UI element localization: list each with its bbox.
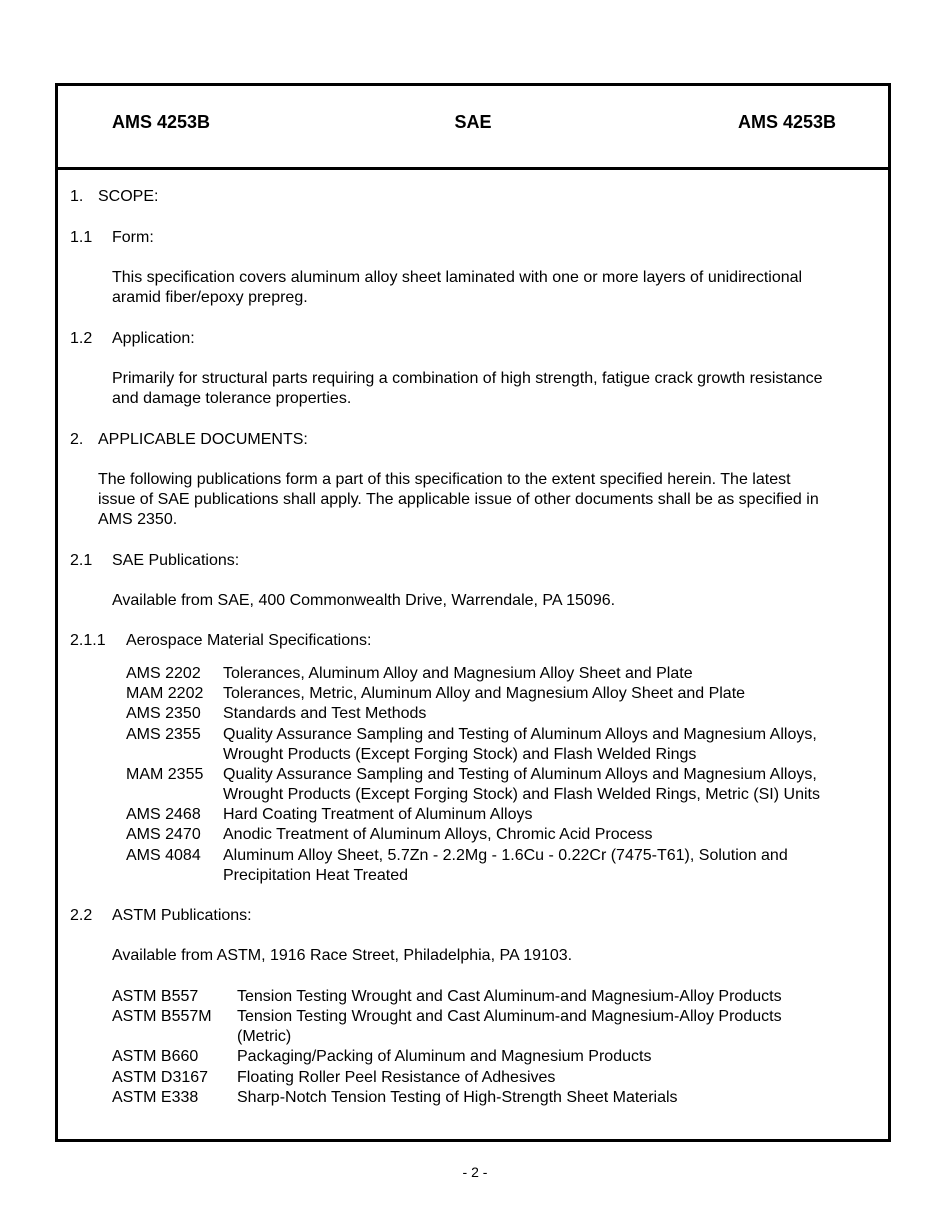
spec-code: AMS 2202: [126, 665, 201, 682]
spec-desc: Wrought Products (Except Forging Stock) and Flash Welded Rings, Metric (SI) Units: [223, 786, 820, 803]
spec-desc: Precipitation Heat Treated: [223, 867, 408, 884]
spec-desc: Floating Roller Peel Resistance of Adhesives: [237, 1069, 556, 1086]
spec-desc: Sharp-Notch Tension Testing of High-Strength Sheet Materials: [237, 1089, 678, 1106]
section-number: 2.1.1: [70, 632, 106, 649]
spec-code: MAM 2202: [126, 685, 204, 702]
spec-desc: Standards and Test Methods: [223, 705, 427, 722]
spec-code: AMS 2470: [126, 826, 201, 843]
section-title: Application:: [112, 330, 195, 347]
spec-desc: Hard Coating Treatment of Aluminum Alloys: [223, 806, 533, 823]
spec-code: AMS 2468: [126, 806, 201, 823]
spec-code: AMS 2355: [126, 726, 201, 743]
spec-code: ASTM B557: [112, 988, 199, 1005]
spec-code: AMS 4084: [126, 847, 201, 864]
spec-code: AMS 2350: [126, 705, 201, 722]
spec-code: MAM 2355: [126, 766, 204, 783]
spec-desc: Tolerances, Aluminum Alloy and Magnesium Alloy Sheet and Plate: [223, 665, 693, 682]
spec-code: ASTM B660: [112, 1048, 199, 1065]
section-title: Form:: [112, 229, 154, 246]
spec-desc: Quality Assurance Sampling and Testing of Aluminum Alloys and Magnesium Alloys,: [223, 766, 817, 783]
spec-desc: Tolerances, Metric, Aluminum Alloy and Magnesium Alloy Sheet and Plate: [223, 685, 746, 702]
section-title: APPLICABLE DOCUMENTS:: [98, 431, 308, 448]
spec-desc: Tension Testing Wrought and Cast Aluminum-and Magnesium-Alloy Products: [237, 988, 782, 1005]
section-title: Aerospace Material Specifications:: [126, 632, 372, 649]
spec-desc: Wrought Products (Except Forging Stock) and Flash Welded Rings: [223, 746, 697, 763]
spec-desc: Anodic Treatment of Aluminum Alloys, Chromic Acid Process: [223, 826, 653, 843]
paragraph-line: Available from SAE, 400 Commonwealth Drive, Warrendale, PA 15096.: [112, 592, 616, 609]
section-number: 1.1: [70, 229, 93, 246]
paragraph-line: issue of SAE publications shall apply. The applicable issue of other documents shall be as specified in: [98, 491, 819, 508]
section-number: 2.2: [70, 907, 93, 924]
header-org: SAE: [454, 112, 492, 132]
section-number: 2.: [70, 431, 84, 448]
page-number: - 2 -: [462, 1164, 488, 1180]
document-header: [58, 86, 888, 170]
spec-desc: Quality Assurance Sampling and Testing of Aluminum Alloys and Magnesium Alloys,: [223, 726, 817, 743]
paragraph-line: aramid fiber/epoxy prepreg.: [112, 289, 308, 306]
spec-code: ASTM D3167: [112, 1069, 209, 1086]
paragraph-line: AMS 2350.: [98, 511, 178, 528]
section-title: ASTM Publications:: [112, 907, 252, 924]
section-title: SAE Publications:: [112, 552, 240, 569]
paragraph-line: Primarily for structural parts requiring a combination of high strength, fatigue crack growth resistance: [112, 370, 823, 387]
section-number: 1.2: [70, 330, 93, 347]
spec-desc: (Metric): [237, 1028, 292, 1045]
spec-code: ASTM B557M: [112, 1008, 212, 1025]
section-number: 2.1: [70, 552, 93, 569]
section-title: SCOPE:: [98, 188, 159, 205]
spec-desc: Tension Testing Wrought and Cast Aluminum-and Magnesium-Alloy Products: [237, 1008, 782, 1025]
spec-desc: Aluminum Alloy Sheet, 5.7Zn - 2.2Mg - 1.6Cu - 0.22Cr (7475-T61), Solution and: [223, 847, 788, 864]
document-frame: [55, 83, 891, 1142]
header-spec-left: AMS 4253B: [112, 112, 211, 132]
header-spec-right: AMS 4253B: [737, 112, 836, 132]
paragraph-line: Available from ASTM, 1916 Race Street, Philadelphia, PA 19103.: [112, 947, 573, 964]
paragraph-line: and damage tolerance properties.: [112, 390, 352, 407]
section-number: 1.: [70, 188, 84, 205]
spec-desc: Packaging/Packing of Aluminum and Magnesium Products: [237, 1048, 652, 1065]
paragraph-line: This specification covers aluminum alloy sheet laminated with one or more layers of unidirectional: [112, 269, 803, 286]
paragraph-line: The following publications form a part of this specification to the extent specified herein. The latest: [98, 471, 791, 488]
spec-code: ASTM E338: [112, 1089, 199, 1106]
